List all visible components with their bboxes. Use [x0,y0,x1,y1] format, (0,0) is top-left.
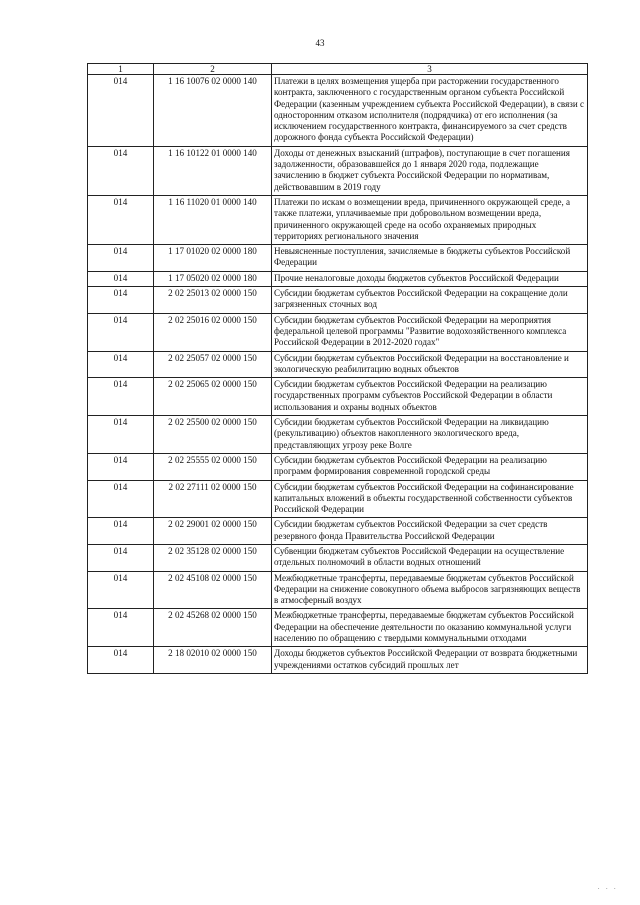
admin-code-cell: 014 [88,271,154,286]
admin-code-cell: 014 [88,351,154,378]
kbk-code-cell: 2 02 29001 02 0000 150 [154,518,272,545]
description-cell: Субсидии бюджетам субъектов Российской Федерации на восстановление и экологическую реабилитацию водных объектов [272,351,588,378]
admin-code-cell: 014 [88,378,154,416]
table-row [88,313,588,351]
kbk-code-cell: 2 02 35128 02 0000 150 [154,544,272,571]
admin-code-cell: 014 [88,75,154,147]
description-cell: Платежи по искам о возмещении вреда, причиненного окружающей среде, а также платежи, уплачиваемые при добровольном возмещении вреда, причиненного окружающей среде на особо охраняемых природных территориях регионального значения [272,195,588,244]
description-cell: Субвенции бюджетам субъектов Российской Федерации на осуществление отдельных полномочий в области водных отношений [272,544,588,571]
kbk-code-cell: 2 02 45268 02 0000 150 [154,609,272,647]
description-cell: Прочие неналоговые доходы бюджетов субъектов Российской Федерации [272,271,588,286]
table-row [88,609,588,647]
kbk-code-cell: 1 17 05020 02 0000 180 [154,271,272,286]
description-cell: Субсидии бюджетам субъектов Российской Федерации на мероприятия федеральной целевой программы "Развитие водохозяйственного комплекса Российской Федерации в 2012-2020 годах" [272,313,588,351]
kbk-code-cell: 2 02 45108 02 0000 150 [154,571,272,609]
kbk-code-cell: 2 02 25500 02 0000 150 [154,416,272,454]
table-body [88,75,588,674]
table-row [88,480,588,518]
admin-code-cell: 014 [88,195,154,244]
table-row [88,146,588,195]
revenue-codes-table [87,63,588,674]
table-row [88,647,588,674]
admin-code-cell: 014 [88,245,154,272]
kbk-code-cell: 1 17 01020 02 0000 180 [154,245,272,272]
kbk-code-cell: 2 02 25013 02 0000 150 [154,287,272,314]
table-row [88,453,588,480]
table-row [88,544,588,571]
kbk-code-cell: 2 18 02010 02 0000 150 [154,647,272,674]
table-row [88,271,588,286]
table-row [88,287,588,314]
description-cell: Доходы от денежных взысканий (штрафов), поступающие в счет погашения задолженности, образовавшейся до 1 января 2020 года, подлежащие зачислению в бюджет субъекта Российской Федерации по нормативам, действовавшим в 2019 году [272,146,588,195]
description-cell: Невыясненные поступления, зачисляемые в бюджеты субъектов Российской Федерации [272,245,588,272]
page-number: 43 [315,38,325,48]
table-header-row [88,64,588,75]
corner-dots: · · · [597,885,618,893]
admin-code-cell: 014 [88,480,154,518]
column-header-3: 3 [272,64,588,75]
table-row [88,245,588,272]
description-cell: Межбюджетные трансферты, передаваемые бюджетам субъектов Российской Федерации на снижение совокупного объема выбросов загрязняющих веществ в атмосферный воздух [272,571,588,609]
table-row [88,378,588,416]
kbk-code-cell: 2 02 25057 02 0000 150 [154,351,272,378]
table-row [88,518,588,545]
description-cell: Субсидии бюджетам субъектов Российской Федерации на реализацию программ формирования современной городской среды [272,453,588,480]
admin-code-cell: 014 [88,518,154,545]
description-cell: Субсидии бюджетам субъектов Российской Федерации на реализацию государственных программ субъектов Российской Федерации в области использования и охраны водных объектов [272,378,588,416]
admin-code-cell: 014 [88,453,154,480]
table-row [88,75,588,147]
admin-code-cell: 014 [88,609,154,647]
kbk-code-cell: 2 02 25016 02 0000 150 [154,313,272,351]
kbk-code-cell: 1 16 10122 01 0000 140 [154,146,272,195]
admin-code-cell: 014 [88,571,154,609]
kbk-code-cell: 1 16 11020 01 0000 140 [154,195,272,244]
kbk-code-cell: 1 16 10076 02 0000 140 [154,75,272,147]
description-cell: Доходы бюджетов субъектов Российской Федерации от возврата бюджетными учреждениями остатков субсидий прошлых лет [272,647,588,674]
admin-code-cell: 014 [88,647,154,674]
admin-code-cell: 014 [88,544,154,571]
admin-code-cell: 014 [88,146,154,195]
column-header-2: 2 [154,64,272,75]
description-cell: Межбюджетные трансферты, передаваемые бюджетам субъектов Российской Федерации на обеспечение деятельности по оказанию коммунальной услуги населению по обращению с твердыми коммунальными отходами [272,609,588,647]
description-cell: Субсидии бюджетам субъектов Российской Федерации за счет средств резервного фонда Правительства Российской Федерации [272,518,588,545]
admin-code-cell: 014 [88,313,154,351]
kbk-code-cell: 2 02 27111 02 0000 150 [154,480,272,518]
description-cell: Платежи в целях возмещения ущерба при расторжении государственного контракта, заключенного с государственным органом субъекта Российской Федерации (казенным учреждением субъекта Российской Федерации), в связи с односторонним отказом исполнителя (подрядчика) от его исполнения (за исключением государственного контракта, финансируемого за счет средств дорожного фонда субъекта Российской Федерации) [272,75,588,147]
table-row [88,351,588,378]
admin-code-cell: 014 [88,416,154,454]
table-row [88,571,588,609]
column-header-1: 1 [88,64,154,75]
table-row [88,416,588,454]
description-cell: Субсидии бюджетам субъектов Российской Федерации на ликвидацию (рекультивацию) объектов накопленного экологического вреда, представляющих угрозу реке Волге [272,416,588,454]
admin-code-cell: 014 [88,287,154,314]
kbk-code-cell: 2 02 25555 02 0000 150 [154,453,272,480]
description-cell: Субсидии бюджетам субъектов Российской Федерации на софинансирование капитальных вложений в объекты государственной собственности субъектов Российской Федерации [272,480,588,518]
kbk-code-cell: 2 02 25065 02 0000 150 [154,378,272,416]
description-cell: Субсидии бюджетам субъектов Российской Федерации на сокращение доли загрязненных сточных вод [272,287,588,314]
table-row [88,195,588,244]
